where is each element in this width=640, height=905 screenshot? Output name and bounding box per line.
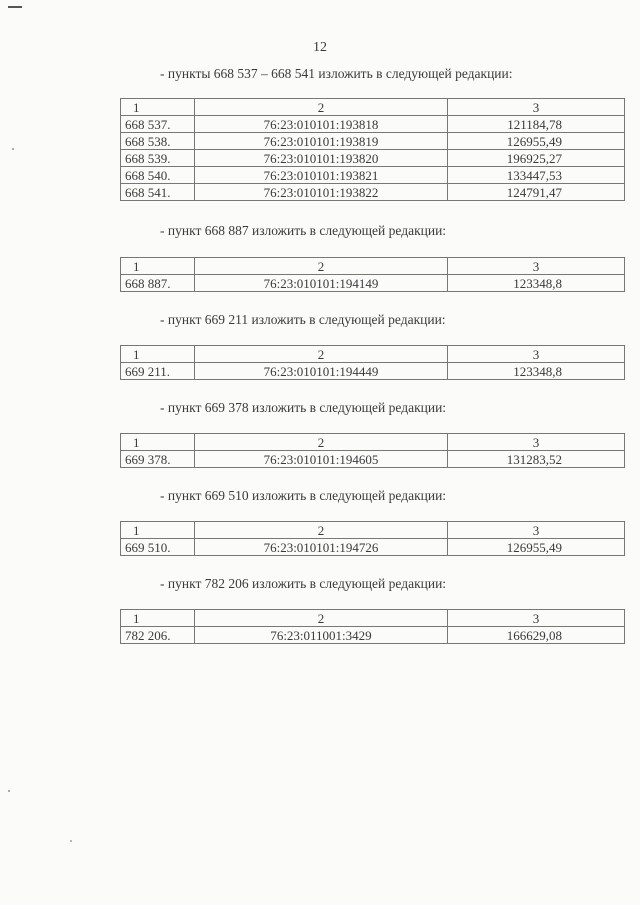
- cadastral-number: 76:23:010101:193819: [195, 133, 448, 150]
- item-number: 669 211.: [121, 363, 195, 380]
- scan-dot: [70, 840, 72, 842]
- header-cell: 1: [121, 610, 195, 627]
- table-row: [121, 275, 625, 292]
- table-header-row: [121, 99, 625, 116]
- instruction-text: - пункт 669 378 изложить в следующей редакции:: [160, 400, 447, 415]
- header-cell: 2: [195, 522, 448, 539]
- header-cell: 3: [448, 99, 625, 116]
- header-cell: 2: [195, 434, 448, 451]
- header-cell: 2: [195, 258, 448, 275]
- cadastral-number: 76:23:010101:194605: [195, 451, 448, 468]
- instruction-text: - пункт 669 211 изложить в следующей редакции:: [160, 312, 446, 327]
- amendment-table: [120, 257, 625, 292]
- header-cell: 1: [121, 346, 195, 363]
- table-row: [121, 184, 625, 201]
- table-header-row: [121, 258, 625, 275]
- cadastral-number: 76:23:010101:194149: [195, 275, 448, 292]
- table-header-row: [121, 522, 625, 539]
- value: 166629,08: [448, 627, 625, 644]
- table-header-row: [121, 434, 625, 451]
- value: 124791,47: [448, 184, 625, 201]
- amendment-table: [120, 609, 625, 644]
- header-cell: 1: [121, 258, 195, 275]
- value: 121184,78: [448, 116, 625, 133]
- scan-dot: [12, 148, 14, 150]
- header-cell: 2: [195, 346, 448, 363]
- header-cell: 2: [195, 610, 448, 627]
- value: 126955,49: [448, 133, 625, 150]
- scan-dot: [8, 790, 10, 792]
- amendment-table: [120, 98, 625, 201]
- table-row: [121, 363, 625, 380]
- table-row: [121, 150, 625, 167]
- instruction-text: - пункты 668 537 – 668 541 изложить в следующей редакции:: [160, 66, 513, 81]
- amendment-table: [120, 345, 625, 380]
- instruction-text: - пункт 668 887 изложить в следующей редакции:: [160, 223, 447, 238]
- value: 123348,8: [448, 363, 625, 380]
- scan-mark-top-left: [8, 6, 22, 8]
- header-cell: 3: [448, 346, 625, 363]
- table-header-row: [121, 346, 625, 363]
- cadastral-number: 76:23:010101:194449: [195, 363, 448, 380]
- cadastral-number: 76:23:010101:193822: [195, 184, 448, 201]
- page-number: 12: [313, 40, 327, 55]
- cadastral-number: 76:23:010101:193820: [195, 150, 448, 167]
- value: 133447,53: [448, 167, 625, 184]
- header-cell: 3: [448, 522, 625, 539]
- header-cell: 3: [448, 434, 625, 451]
- header-cell: 3: [448, 610, 625, 627]
- table-row: [121, 627, 625, 644]
- cadastral-number: 76:23:010101:194726: [195, 539, 448, 556]
- cadastral-number: 76:23:010101:193818: [195, 116, 448, 133]
- header-cell: 1: [121, 434, 195, 451]
- item-number: 668 539.: [121, 150, 195, 167]
- item-number: 669 378.: [121, 451, 195, 468]
- instruction-text: - пункт 782 206 изложить в следующей редакции:: [160, 576, 447, 591]
- value: 131283,52: [448, 451, 625, 468]
- amendment-table: [120, 521, 625, 556]
- instruction-text: - пункт 669 510 изложить в следующей редакции:: [160, 488, 447, 503]
- header-cell: 1: [121, 522, 195, 539]
- item-number: 668 887.: [121, 275, 195, 292]
- amendment-table: [120, 433, 625, 468]
- header-cell: 1: [121, 99, 195, 116]
- item-number: 782 206.: [121, 627, 195, 644]
- item-number: 669 510.: [121, 539, 195, 556]
- cadastral-number: 76:23:011001:3429: [195, 627, 448, 644]
- item-number: 668 538.: [121, 133, 195, 150]
- value: 196925,27: [448, 150, 625, 167]
- table-header-row: [121, 610, 625, 627]
- table-row: [121, 167, 625, 184]
- header-cell: 2: [195, 99, 448, 116]
- table-row: [121, 451, 625, 468]
- table-row: [121, 116, 625, 133]
- table-row: [121, 539, 625, 556]
- item-number: 668 540.: [121, 167, 195, 184]
- item-number: 668 537.: [121, 116, 195, 133]
- header-cell: 3: [448, 258, 625, 275]
- table-row: [121, 133, 625, 150]
- cadastral-number: 76:23:010101:193821: [195, 167, 448, 184]
- value: 123348,8: [448, 275, 625, 292]
- value: 126955,49: [448, 539, 625, 556]
- item-number: 668 541.: [121, 184, 195, 201]
